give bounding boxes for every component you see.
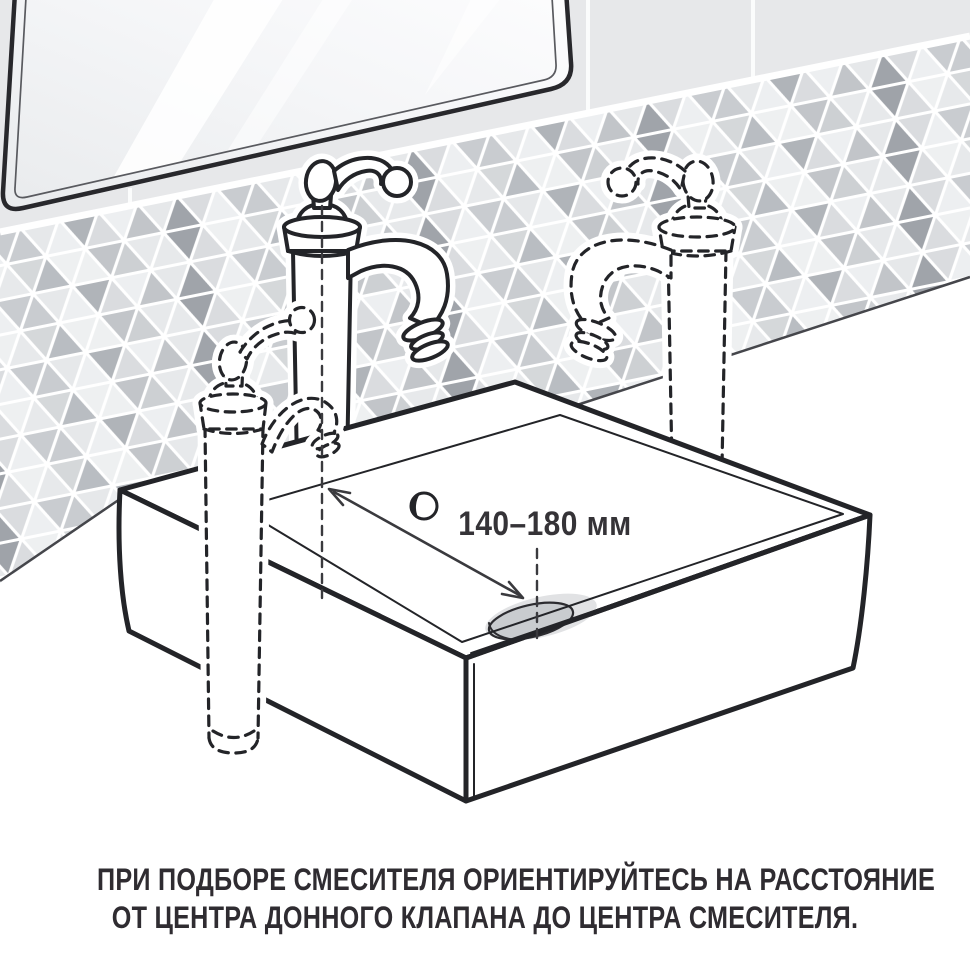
faucet-mounting-hole [411,493,437,519]
caption-line-1: ПРИ ПОДБОРЕ СМЕСИТЕЛЯ ОРИЕНТИРУЙТЕСЬ НА РАССТОЯНИЕ [97,861,936,897]
caption [0,861,970,936]
caption-line-2: ОТ ЦЕНТРА ДОННОГО КЛАПАНА ДО ЦЕНТРА СМЕСИТЕЛЯ. [111,898,859,935]
measurement-label: 140–180 мм [458,505,632,543]
